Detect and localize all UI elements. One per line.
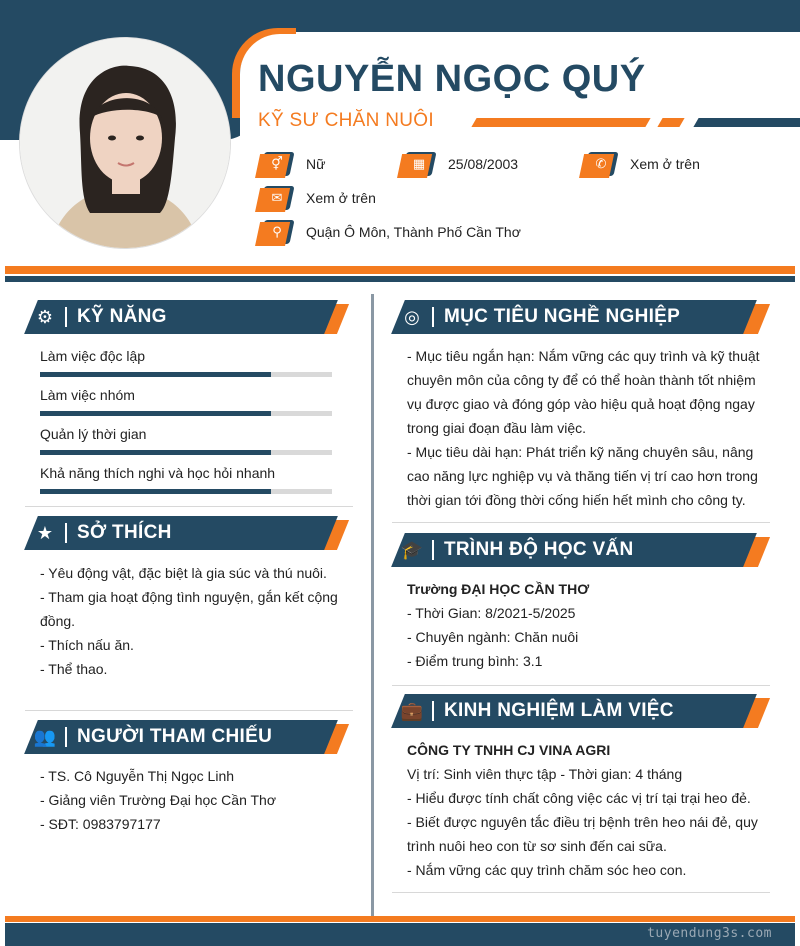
hobby-line: - Thể thao.: [40, 661, 108, 677]
company-name: CÔNG TY TNHH CJ VINA AGRI: [407, 742, 611, 758]
hobby-line: - Yêu động vật, đặc biệt là gia súc và thú nuôi.: [40, 565, 327, 581]
envelope-icon: ✉: [259, 186, 294, 210]
skill-bar-fill: [40, 372, 271, 377]
job-title: KỸ SƯ CHĂN NUÔI: [258, 110, 434, 131]
education-line: - Thời Gian: 8/2021-5/2025: [407, 605, 576, 621]
objective-header: [392, 300, 767, 334]
email-value: Xem ở trên: [306, 190, 376, 206]
experience-line: - Nắm vững các quy trình chăm sóc heo con.: [407, 862, 687, 878]
briefcase-icon: 💼: [400, 700, 424, 721]
phone-value: Xem ở trên: [630, 156, 700, 172]
star-icon: ★: [36, 522, 54, 543]
gear-icon: ⚙: [36, 306, 54, 327]
objective-line: vụ được giao và đóng góp vào hiệu quả hoạt động ngay: [407, 396, 755, 412]
skill-item: [40, 465, 332, 494]
contact-email: [262, 186, 376, 210]
references-title: NGƯỜI THAM CHIẾU: [77, 726, 273, 747]
map-pin-icon: ⚲: [259, 220, 294, 244]
skill-bar: [40, 489, 332, 494]
skill-label: Quản lý thời gian: [40, 426, 147, 442]
objective-title: MỤC TIÊU NGHỀ NGHIỆP: [444, 306, 681, 327]
objective-line: trong giai đoạn đầu làm việc.: [407, 420, 586, 436]
candidate-name: NGUYỄN NGỌC QUÝ: [258, 58, 646, 100]
experience-text: [407, 762, 772, 882]
gender-value: Nữ: [306, 156, 326, 172]
skill-item: [40, 387, 332, 416]
contact-birthdate: [404, 152, 518, 176]
experience-title: KINH NGHIỆM LÀM VIỆC: [444, 700, 674, 721]
section-divider: [25, 710, 353, 711]
experience-header: [392, 694, 767, 728]
skill-item: [40, 426, 332, 455]
profile-photo: [20, 38, 230, 248]
target-icon: ◎: [404, 306, 420, 327]
hobbies-header: [25, 516, 350, 550]
contact-address: [262, 220, 521, 244]
skill-bar-fill: [40, 450, 271, 455]
title-decoration-bars: [470, 118, 800, 127]
graduation-cap-icon: 🎓: [400, 539, 424, 560]
experience-line: Vị trí: Sinh viên thực tập - Thời gian: 4 tháng: [407, 766, 683, 782]
skills-title: KỸ NĂNG: [77, 306, 167, 327]
reference-line: - SĐT: 0983797177: [40, 816, 161, 832]
reference-line: - TS. Cô Nguyễn Thị Ngọc Linh: [40, 768, 235, 784]
objective-text: [407, 344, 767, 512]
hobbies-text: [40, 561, 350, 681]
header-divider-orange: [5, 266, 795, 274]
profile-photo-illustration: [20, 38, 230, 248]
references-header: [25, 720, 350, 754]
address-value: Quận Ô Môn, Thành Phố Cần Thơ: [306, 224, 521, 240]
skill-label: Làm việc nhóm: [40, 387, 135, 403]
education-text: [407, 601, 767, 673]
calendar-icon: ▦: [401, 152, 436, 176]
footer-divider-orange: [5, 916, 795, 922]
objective-line: thời gian tới đồng thời cống hiến hết mình cho công ty.: [407, 492, 746, 508]
users-icon: 👥: [33, 726, 57, 747]
education-header: [392, 533, 767, 567]
education-line: - Điểm trung bình: 3.1: [407, 653, 543, 669]
hobby-line: đồng.: [40, 613, 76, 629]
skill-item: [40, 348, 332, 377]
education-line: - Chuyên ngành: Chăn nuôi: [407, 629, 579, 645]
objective-line: - Mục tiêu dài hạn: Phát triển kỹ năng chuyên sâu, nâng: [407, 444, 754, 460]
objective-line: chuyên môn của công ty để có thể hoàn thành tốt nhiệm: [407, 372, 756, 388]
objective-line: cao năng lực nghiệp vụ và thăng tiến vị trí cao hơn trong: [407, 468, 758, 484]
header-divider-navy: [5, 276, 795, 282]
hobbies-title: SỞ THÍCH: [77, 522, 172, 543]
hobby-line: - Tham gia hoạt động tình nguyện, gắn kết cộng: [40, 589, 338, 605]
skill-bar: [40, 411, 332, 416]
birthdate-value: 25/08/2003: [448, 156, 519, 172]
experience-line: - Biết được nguyên tắc điều trị bệnh trên heo nái đẻ, quy: [407, 814, 758, 830]
hobby-line: - Thích nấu ăn.: [40, 637, 134, 653]
watermark: tuyendung3s.com: [647, 926, 772, 941]
section-divider: [25, 506, 353, 507]
phone-icon: ✆: [583, 152, 618, 176]
section-divider: [392, 892, 770, 893]
skill-bar-fill: [40, 489, 271, 494]
references-text: [40, 764, 350, 836]
education-title: TRÌNH ĐỘ HỌC VẤN: [444, 539, 634, 560]
gender-icon: ⚥: [259, 152, 294, 176]
column-divider: [371, 294, 374, 922]
reference-line: - Giảng viên Trường Đại học Cần Thơ: [40, 792, 277, 808]
skill-bar: [40, 450, 332, 455]
objective-line: - Mục tiêu ngắn hạn: Nắm vững các quy trình và kỹ thuật: [407, 348, 760, 364]
section-divider: [392, 685, 770, 686]
contact-phone: [586, 152, 700, 176]
section-divider: [392, 522, 770, 523]
experience-line: trình nuôi heo con từ sơ sinh đến cai sữa.: [407, 838, 667, 854]
skills-header: [25, 300, 350, 334]
skill-bar: [40, 372, 332, 377]
experience-line: - Hiểu được tính chất công việc các vị trí tại trại heo đẻ.: [407, 790, 751, 806]
skill-label: Khả năng thích nghi và học hỏi nhanh: [40, 465, 276, 481]
skill-bar-fill: [40, 411, 271, 416]
school-name: Trường ĐẠI HỌC CẦN THƠ: [407, 581, 590, 597]
skill-label: Làm việc độc lập: [40, 348, 146, 364]
contact-gender: [262, 152, 325, 176]
